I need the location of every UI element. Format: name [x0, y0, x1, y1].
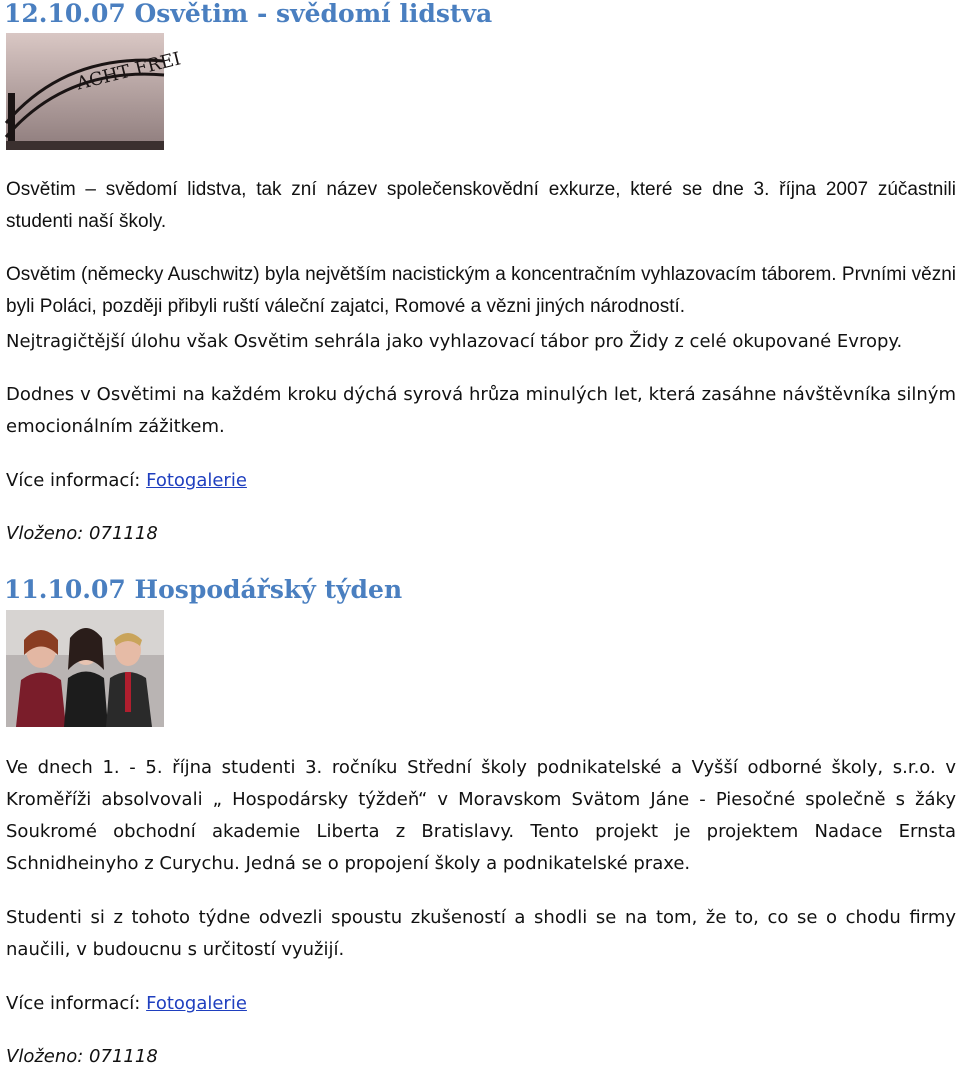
article-title: 12.10.07 Osvětim - svědomí lidstva [4, 0, 493, 28]
more-info-label: Více informací: [6, 470, 147, 491]
gallery-link[interactable]: Fotogalerie [146, 470, 247, 491]
more-info-label: Více informací: [6, 993, 147, 1014]
svg-text:ACHT FREI: ACHT FREI [74, 48, 183, 95]
article-paragraph: Ve dnech 1. - 5. října studenti 3. ročníku Střední školy podnikatelské a Vyšší odborné školy, s.r.o. v Kroměříži absolvovali „ Hospodársky týždeň“ v Moravskom Svätom Jáne - Piesočné společně s žáky Soukromé obchodní akademie Liberta z Bratislavy. Tento projekt je projektem Nadace Ernsta Schnidheinyho z Curychu. Jedná se o propojení školy a podnikatelské praxe. [6, 757, 956, 874]
more-info [6, 465, 956, 497]
more-info [6, 988, 956, 1020]
article-paragraph: Studenti si z tohoto týdne odvezli spoustu zkušeností a shodli se na tom, že to, co se o chodu firmy naučili, v budoucnu s určitostí využijí. [6, 907, 956, 960]
article-paragraph: Osvětim (německy Auschwitz) byla největším nacistickým a koncentračním vyhlazovacím táborem. Prvními vězni byli Poláci, později přibyli ruští váleční zajatci, Romové a vězni jiných národností. [6, 264, 956, 317]
article-paragraph: Nejtragičtější úlohu však Osvětim sehrála jako vyhlazovací tábor pro Židy z celé okupované Evropy. [6, 331, 903, 352]
gallery-link[interactable]: Fotogalerie [146, 993, 247, 1014]
article-title: 11.10.07 Hospodářský týden [4, 575, 403, 604]
article-paragraph: Osvětim – svědomí lidstva, tak zní název společenskovědní exkurze, které se dne 3. října 2007 zúčastnili studenti naší školy. [6, 179, 956, 232]
auschwitz-gate-photo [6, 33, 183, 150]
students-photo [6, 610, 164, 727]
posted-date: Vloženo: 071118 [6, 1046, 158, 1067]
article-paragraph: Dodnes v Osvětimi na každém kroku dýchá syrová hrůza minulých let, která zasáhne návštěvníka silným emocionálním zážitkem. [6, 384, 956, 437]
posted-date: Vloženo: 071118 [6, 523, 158, 544]
